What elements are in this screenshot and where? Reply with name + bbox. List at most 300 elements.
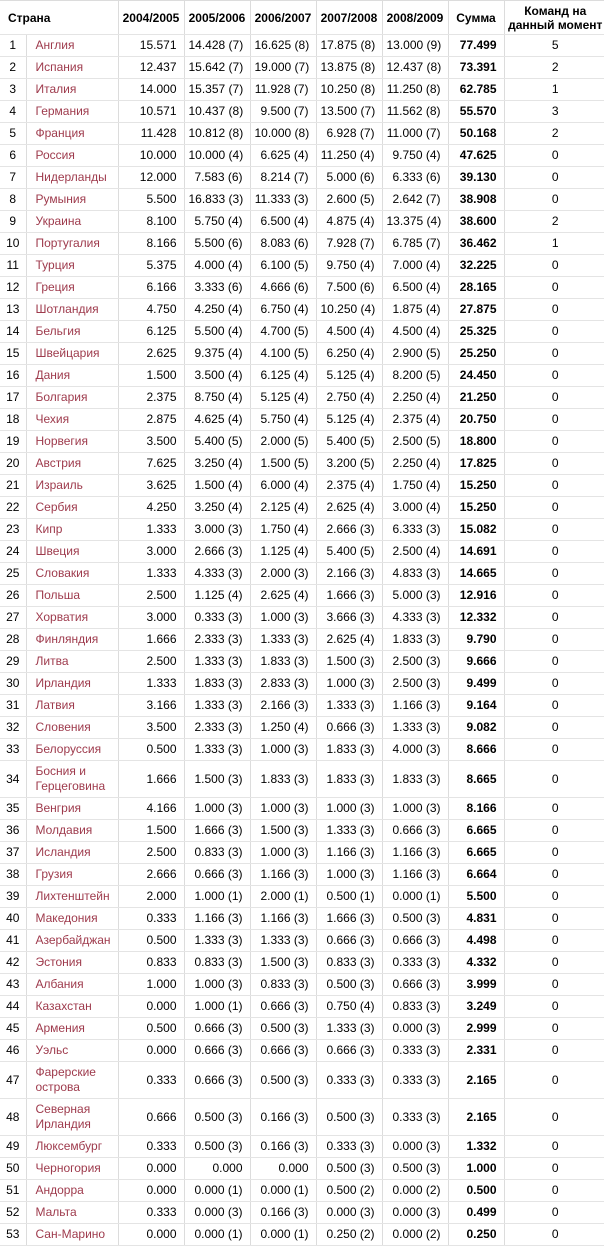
sum-cell: 3.999 bbox=[448, 974, 504, 996]
country-link[interactable]: Белоруссия bbox=[35, 742, 102, 756]
season-value-cell: 2.500 (4) bbox=[382, 541, 448, 563]
rank-cell: 38 bbox=[0, 864, 26, 886]
teams-count-cell: 0 bbox=[504, 343, 604, 365]
country-link[interactable]: Испания bbox=[35, 60, 84, 74]
country-link[interactable]: Албания bbox=[35, 977, 84, 991]
country-cell bbox=[26, 842, 118, 864]
teams-count-cell: 0 bbox=[504, 1040, 604, 1062]
teams-count-cell: 0 bbox=[504, 255, 604, 277]
country-cell bbox=[26, 908, 118, 930]
teams-count-cell: 2 bbox=[504, 57, 604, 79]
sum-cell: 6.665 bbox=[448, 842, 504, 864]
season-value-cell: 0.500 (3) bbox=[250, 1018, 316, 1040]
sum-cell: 24.450 bbox=[448, 365, 504, 387]
country-link[interactable]: Австрия bbox=[35, 456, 82, 470]
season-value-cell: 1.500 (3) bbox=[250, 952, 316, 974]
season-value-cell: 5.750 (4) bbox=[184, 211, 250, 233]
season-value-cell: 0.000 bbox=[118, 1224, 184, 1246]
season-value-cell: 1.333 bbox=[118, 563, 184, 585]
teams-count-cell: 1 bbox=[504, 79, 604, 101]
rank-cell: 19 bbox=[0, 431, 26, 453]
table-row bbox=[0, 629, 604, 651]
season-value-cell: 1.833 (3) bbox=[382, 761, 448, 798]
season-value-cell: 11.562 (8) bbox=[382, 101, 448, 123]
season-value-cell: 15.357 (7) bbox=[184, 79, 250, 101]
season-value-cell: 0.000 bbox=[118, 1040, 184, 1062]
season-value-cell: 2.375 (4) bbox=[382, 409, 448, 431]
teams-count-cell: 0 bbox=[504, 189, 604, 211]
season-value-cell: 15.571 bbox=[118, 35, 184, 57]
sum-cell: 14.665 bbox=[448, 563, 504, 585]
country-link[interactable]: Люксембург bbox=[35, 1139, 103, 1153]
rank-cell: 16 bbox=[0, 365, 26, 387]
season-value-cell: 1.500 (4) bbox=[184, 475, 250, 497]
sum-cell: 9.082 bbox=[448, 717, 504, 739]
country-link[interactable]: Казахстан bbox=[35, 999, 92, 1013]
rank-cell: 51 bbox=[0, 1180, 26, 1202]
season-value-cell: 1.000 (3) bbox=[382, 798, 448, 820]
season-value-cell: 4.700 (5) bbox=[250, 321, 316, 343]
country-cell bbox=[26, 299, 118, 321]
teams-count-cell: 0 bbox=[504, 299, 604, 321]
country-link[interactable]: Азербайджан bbox=[35, 933, 111, 947]
season-value-cell: 1.833 (3) bbox=[250, 761, 316, 798]
country-cell bbox=[26, 189, 118, 211]
season-value-cell: 2.833 (3) bbox=[250, 673, 316, 695]
sum-cell: 17.825 bbox=[448, 453, 504, 475]
country-link[interactable]: Мальта bbox=[35, 1205, 77, 1219]
season-value-cell: 2.000 (3) bbox=[250, 563, 316, 585]
season-value-cell: 0.333 (3) bbox=[382, 1062, 448, 1099]
country-link[interactable]: Швеция bbox=[35, 544, 80, 558]
country-link[interactable]: Литва bbox=[35, 654, 69, 668]
table-row bbox=[0, 365, 604, 387]
teams-count-cell: 0 bbox=[504, 798, 604, 820]
country-link[interactable]: Северная Ирландия bbox=[35, 1102, 91, 1131]
season-value-cell: 1.666 (3) bbox=[184, 820, 250, 842]
country-link[interactable]: Эстония bbox=[35, 955, 82, 969]
sum-cell: 25.250 bbox=[448, 343, 504, 365]
sum-cell: 9.499 bbox=[448, 673, 504, 695]
season-value-cell: 3.250 (4) bbox=[184, 497, 250, 519]
sum-cell: 0.250 bbox=[448, 1224, 504, 1246]
season-value-cell: 10.000 bbox=[118, 145, 184, 167]
season-value-cell: 1.333 (3) bbox=[382, 717, 448, 739]
country-link[interactable]: Румыния bbox=[35, 192, 87, 206]
table-row bbox=[0, 343, 604, 365]
season-value-cell: 10.250 (8) bbox=[316, 79, 382, 101]
season-value-cell: 0.500 (3) bbox=[250, 1062, 316, 1099]
season-value-cell: 0.666 (3) bbox=[184, 1062, 250, 1099]
country-link[interactable]: Израиль bbox=[35, 478, 83, 492]
sum-cell: 15.250 bbox=[448, 497, 504, 519]
sum-cell: 2.999 bbox=[448, 1018, 504, 1040]
rank-cell: 8 bbox=[0, 189, 26, 211]
season-value-cell: 4.750 bbox=[118, 299, 184, 321]
season-value-cell: 0.500 (3) bbox=[184, 1099, 250, 1136]
teams-count-cell: 3 bbox=[504, 101, 604, 123]
teams-count-cell: 0 bbox=[504, 607, 604, 629]
season-value-cell: 0.000 bbox=[118, 1180, 184, 1202]
table-row bbox=[0, 695, 604, 717]
rank-cell: 9 bbox=[0, 211, 26, 233]
season-value-cell: 1.500 (3) bbox=[184, 761, 250, 798]
teams-count-cell: 0 bbox=[504, 365, 604, 387]
season-value-cell: 0.500 (3) bbox=[316, 974, 382, 996]
country-cell bbox=[26, 365, 118, 387]
country-link[interactable]: Нидерланды bbox=[35, 170, 107, 184]
season-value-cell: 2.500 (3) bbox=[382, 651, 448, 673]
sum-cell: 62.785 bbox=[448, 79, 504, 101]
teams-count-cell: 0 bbox=[504, 387, 604, 409]
season-value-cell: 1.666 (3) bbox=[316, 908, 382, 930]
season-value-cell: 3.200 (5) bbox=[316, 453, 382, 475]
sum-cell: 21.250 bbox=[448, 387, 504, 409]
rank-cell: 6 bbox=[0, 145, 26, 167]
season-value-cell: 0.833 (3) bbox=[250, 974, 316, 996]
season-value-cell: 1.000 bbox=[118, 974, 184, 996]
rank-cell: 14 bbox=[0, 321, 26, 343]
season-value-cell: 3.166 bbox=[118, 695, 184, 717]
country-link[interactable]: Норвегия bbox=[35, 434, 89, 448]
season-value-cell: 0.500 (3) bbox=[382, 1158, 448, 1180]
country-cell bbox=[26, 717, 118, 739]
season-value-cell: 13.875 (8) bbox=[316, 57, 382, 79]
country-link[interactable]: Армения bbox=[35, 1021, 85, 1035]
season-value-cell: 3.000 (4) bbox=[382, 497, 448, 519]
country-link[interactable]: Франция bbox=[35, 126, 85, 140]
season-value-cell: 5.400 (5) bbox=[316, 431, 382, 453]
teams-count-cell: 0 bbox=[504, 431, 604, 453]
season-value-cell: 3.333 (6) bbox=[184, 277, 250, 299]
season-value-cell: 7.583 (6) bbox=[184, 167, 250, 189]
table-row bbox=[0, 952, 604, 974]
country-link[interactable]: Хорватия bbox=[35, 610, 89, 624]
table-row bbox=[0, 123, 604, 145]
country-link[interactable]: Молдавия bbox=[35, 823, 93, 837]
sum-cell: 5.500 bbox=[448, 886, 504, 908]
country-link[interactable]: Италия bbox=[35, 82, 77, 96]
country-link[interactable]: Украина bbox=[35, 214, 82, 228]
country-cell bbox=[26, 453, 118, 475]
rank-cell: 36 bbox=[0, 820, 26, 842]
season-value-cell: 4.833 (3) bbox=[382, 563, 448, 585]
country-link[interactable]: Словения bbox=[35, 720, 91, 734]
country-link[interactable]: Англия bbox=[35, 38, 75, 52]
country-cell bbox=[26, 1040, 118, 1062]
season-value-cell: 0.666 (3) bbox=[382, 974, 448, 996]
rank-cell: 40 bbox=[0, 908, 26, 930]
teams-count-cell: 0 bbox=[504, 519, 604, 541]
season-value-cell: 0.500 (3) bbox=[316, 1099, 382, 1136]
season-value-cell: 1.000 (1) bbox=[184, 886, 250, 908]
country-cell bbox=[26, 387, 118, 409]
header-season-2005-2006: 2005/2006 bbox=[184, 1, 250, 35]
table-row bbox=[0, 842, 604, 864]
country-link[interactable]: Исландия bbox=[35, 845, 91, 859]
sum-cell: 2.165 bbox=[448, 1099, 504, 1136]
rank-cell: 2 bbox=[0, 57, 26, 79]
country-link[interactable]: Сан-Марино bbox=[35, 1227, 106, 1241]
header-sum: Сумма bbox=[448, 1, 504, 35]
country-link[interactable]: Дания bbox=[35, 368, 71, 382]
season-value-cell: 9.750 (4) bbox=[382, 145, 448, 167]
season-value-cell: 4.500 (4) bbox=[316, 321, 382, 343]
table-row bbox=[0, 1099, 604, 1136]
country-link[interactable]: Македония bbox=[35, 911, 98, 925]
country-cell bbox=[26, 1018, 118, 1040]
country-link[interactable]: Ирландия bbox=[35, 676, 91, 690]
season-value-cell: 10.000 (8) bbox=[250, 123, 316, 145]
teams-count-cell: 0 bbox=[504, 1202, 604, 1224]
country-link[interactable]: Шотландия bbox=[35, 302, 99, 316]
country-link[interactable]: Сербия bbox=[35, 500, 78, 514]
country-link[interactable]: Венгрия bbox=[35, 801, 82, 815]
season-value-cell: 1.333 (3) bbox=[316, 820, 382, 842]
sum-cell: 32.225 bbox=[448, 255, 504, 277]
season-value-cell: 10.571 bbox=[118, 101, 184, 123]
season-value-cell: 1.833 (3) bbox=[382, 629, 448, 651]
rank-cell: 50 bbox=[0, 1158, 26, 1180]
season-value-cell: 15.642 (7) bbox=[184, 57, 250, 79]
table-row bbox=[0, 886, 604, 908]
season-value-cell: 1.125 (4) bbox=[184, 585, 250, 607]
season-value-cell: 0.333 (3) bbox=[184, 607, 250, 629]
country-link[interactable]: Турция bbox=[35, 258, 75, 272]
season-value-cell: 6.785 (7) bbox=[382, 233, 448, 255]
country-link[interactable]: Грузия bbox=[35, 867, 73, 881]
teams-count-cell: 0 bbox=[504, 1224, 604, 1246]
teams-count-cell: 0 bbox=[504, 820, 604, 842]
teams-count-cell: 0 bbox=[504, 167, 604, 189]
season-value-cell: 1.166 (3) bbox=[382, 695, 448, 717]
season-value-cell: 9.375 (4) bbox=[184, 343, 250, 365]
rank-cell: 39 bbox=[0, 886, 26, 908]
table-row bbox=[0, 717, 604, 739]
rank-cell: 15 bbox=[0, 343, 26, 365]
season-value-cell: 0.000 (3) bbox=[316, 1202, 382, 1224]
rank-cell: 37 bbox=[0, 842, 26, 864]
season-value-cell: 6.500 (4) bbox=[250, 211, 316, 233]
table-row bbox=[0, 673, 604, 695]
season-value-cell: 2.625 (4) bbox=[316, 497, 382, 519]
table-row bbox=[0, 189, 604, 211]
season-value-cell: 1.000 (3) bbox=[250, 607, 316, 629]
country-cell bbox=[26, 431, 118, 453]
season-value-cell: 5.125 (4) bbox=[316, 409, 382, 431]
season-value-cell: 14.428 (7) bbox=[184, 35, 250, 57]
teams-count-cell: 0 bbox=[504, 541, 604, 563]
season-value-cell: 0.333 (3) bbox=[316, 1136, 382, 1158]
rank-cell: 10 bbox=[0, 233, 26, 255]
table-row bbox=[0, 1180, 604, 1202]
table-row bbox=[0, 996, 604, 1018]
season-value-cell: 2.250 (4) bbox=[382, 453, 448, 475]
country-cell bbox=[26, 321, 118, 343]
country-cell bbox=[26, 167, 118, 189]
sum-cell: 25.325 bbox=[448, 321, 504, 343]
teams-count-cell: 0 bbox=[504, 1062, 604, 1099]
country-cell bbox=[26, 607, 118, 629]
table-row bbox=[0, 387, 604, 409]
country-link[interactable]: Словакия bbox=[35, 566, 90, 580]
country-link[interactable]: Андорра bbox=[35, 1183, 84, 1197]
season-value-cell: 7.500 (6) bbox=[316, 277, 382, 299]
season-value-cell: 1.875 (4) bbox=[382, 299, 448, 321]
season-value-cell: 0.500 (3) bbox=[316, 1158, 382, 1180]
season-value-cell: 6.928 (7) bbox=[316, 123, 382, 145]
season-value-cell: 4.333 (3) bbox=[382, 607, 448, 629]
table-row bbox=[0, 1040, 604, 1062]
season-value-cell: 1.833 (3) bbox=[250, 651, 316, 673]
table-row bbox=[0, 607, 604, 629]
season-value-cell: 1.000 (3) bbox=[250, 739, 316, 761]
season-value-cell: 11.000 (7) bbox=[382, 123, 448, 145]
header-season-2007-2008: 2007/2008 bbox=[316, 1, 382, 35]
country-cell bbox=[26, 974, 118, 996]
season-value-cell: 17.875 (8) bbox=[316, 35, 382, 57]
sum-cell: 39.130 bbox=[448, 167, 504, 189]
table-row bbox=[0, 145, 604, 167]
season-value-cell: 1.000 (3) bbox=[250, 842, 316, 864]
season-value-cell: 2.000 bbox=[118, 886, 184, 908]
season-value-cell: 1.000 (3) bbox=[316, 864, 382, 886]
rank-cell: 44 bbox=[0, 996, 26, 1018]
season-value-cell: 12.437 bbox=[118, 57, 184, 79]
country-link[interactable]: Швейцария bbox=[35, 346, 100, 360]
season-value-cell: 5.500 (6) bbox=[184, 233, 250, 255]
sum-cell: 15.250 bbox=[448, 475, 504, 497]
season-value-cell: 10.437 (8) bbox=[184, 101, 250, 123]
season-value-cell: 11.928 (7) bbox=[250, 79, 316, 101]
season-value-cell: 10.812 (8) bbox=[184, 123, 250, 145]
rank-cell: 26 bbox=[0, 585, 26, 607]
season-value-cell: 6.125 (4) bbox=[250, 365, 316, 387]
season-value-cell: 1.500 (3) bbox=[250, 820, 316, 842]
country-link[interactable]: Уэльс bbox=[35, 1043, 69, 1057]
country-cell bbox=[26, 79, 118, 101]
sum-cell: 6.665 bbox=[448, 820, 504, 842]
season-value-cell: 0.666 (3) bbox=[184, 1018, 250, 1040]
country-link[interactable]: Болгария bbox=[35, 390, 88, 404]
season-value-cell: 0.000 bbox=[118, 1158, 184, 1180]
season-value-cell: 1.166 (3) bbox=[184, 908, 250, 930]
country-cell bbox=[26, 519, 118, 541]
season-value-cell: 0.666 (3) bbox=[250, 1040, 316, 1062]
teams-count-cell: 0 bbox=[504, 974, 604, 996]
country-link[interactable]: Черногория bbox=[35, 1161, 101, 1175]
country-cell bbox=[26, 497, 118, 519]
country-cell bbox=[26, 475, 118, 497]
country-link[interactable]: Финляндия bbox=[35, 632, 99, 646]
teams-count-cell: 0 bbox=[504, 651, 604, 673]
sum-cell: 4.332 bbox=[448, 952, 504, 974]
season-value-cell: 1.000 (3) bbox=[316, 798, 382, 820]
season-value-cell: 0.333 bbox=[118, 908, 184, 930]
season-value-cell: 6.333 (3) bbox=[382, 519, 448, 541]
sum-cell: 0.500 bbox=[448, 1180, 504, 1202]
season-value-cell: 16.625 (8) bbox=[250, 35, 316, 57]
season-value-cell: 4.000 (3) bbox=[382, 739, 448, 761]
season-value-cell: 4.100 (5) bbox=[250, 343, 316, 365]
country-link[interactable]: Босния и Герцеговина bbox=[35, 764, 106, 793]
country-link[interactable]: Германия bbox=[35, 104, 90, 118]
rank-cell: 7 bbox=[0, 167, 26, 189]
season-value-cell: 6.000 (4) bbox=[250, 475, 316, 497]
season-value-cell: 14.000 bbox=[118, 79, 184, 101]
teams-count-cell: 0 bbox=[504, 497, 604, 519]
country-link[interactable]: Фарерские острова bbox=[35, 1065, 96, 1094]
country-cell bbox=[26, 123, 118, 145]
season-value-cell: 3.500 (4) bbox=[184, 365, 250, 387]
rank-cell: 49 bbox=[0, 1136, 26, 1158]
table-row bbox=[0, 409, 604, 431]
season-value-cell: 4.250 bbox=[118, 497, 184, 519]
season-value-cell: 0.833 bbox=[118, 952, 184, 974]
teams-count-cell: 0 bbox=[504, 996, 604, 1018]
table-row bbox=[0, 1202, 604, 1224]
sum-cell: 15.082 bbox=[448, 519, 504, 541]
season-value-cell: 2.375 bbox=[118, 387, 184, 409]
season-value-cell: 1.166 (3) bbox=[250, 864, 316, 886]
rank-cell: 29 bbox=[0, 651, 26, 673]
season-value-cell: 2.500 (3) bbox=[382, 673, 448, 695]
country-link[interactable]: Россия bbox=[35, 148, 75, 162]
season-value-cell: 8.214 (7) bbox=[250, 167, 316, 189]
table-row bbox=[0, 798, 604, 820]
table-header bbox=[0, 1, 604, 35]
table-row bbox=[0, 908, 604, 930]
teams-count-cell: 0 bbox=[504, 739, 604, 761]
season-value-cell: 1.166 (3) bbox=[316, 842, 382, 864]
country-link[interactable]: Греция bbox=[35, 280, 75, 294]
season-value-cell: 6.500 (4) bbox=[382, 277, 448, 299]
rank-cell: 11 bbox=[0, 255, 26, 277]
season-value-cell: 4.875 (4) bbox=[316, 211, 382, 233]
season-value-cell: 3.000 bbox=[118, 541, 184, 563]
rank-cell: 13 bbox=[0, 299, 26, 321]
country-link[interactable]: Польша bbox=[35, 588, 81, 602]
season-value-cell: 2.500 bbox=[118, 585, 184, 607]
teams-count-cell: 0 bbox=[504, 321, 604, 343]
season-value-cell: 1.333 bbox=[118, 673, 184, 695]
rank-cell: 43 bbox=[0, 974, 26, 996]
teams-count-cell: 0 bbox=[504, 908, 604, 930]
sum-cell: 9.790 bbox=[448, 629, 504, 651]
season-value-cell: 3.666 (3) bbox=[316, 607, 382, 629]
rank-cell: 33 bbox=[0, 739, 26, 761]
season-value-cell: 2.166 (3) bbox=[250, 695, 316, 717]
country-link[interactable]: Чехия bbox=[35, 412, 70, 426]
country-link[interactable]: Португалия bbox=[35, 236, 100, 250]
country-cell bbox=[26, 101, 118, 123]
country-link[interactable]: Кипр bbox=[35, 522, 63, 536]
season-value-cell: 10.000 (4) bbox=[184, 145, 250, 167]
season-value-cell: 1.166 (3) bbox=[382, 864, 448, 886]
table-row bbox=[0, 1062, 604, 1099]
season-value-cell: 0.333 (3) bbox=[382, 1040, 448, 1062]
country-link[interactable]: Бельгия bbox=[35, 324, 81, 338]
season-value-cell: 0.500 (2) bbox=[316, 1180, 382, 1202]
season-value-cell: 8.200 (5) bbox=[382, 365, 448, 387]
rank-cell: 24 bbox=[0, 541, 26, 563]
season-value-cell: 0.833 (3) bbox=[382, 996, 448, 1018]
season-value-cell: 0.000 (1) bbox=[250, 1224, 316, 1246]
country-link[interactable]: Лихтенштейн bbox=[35, 889, 110, 903]
season-value-cell: 0.500 bbox=[118, 739, 184, 761]
country-link[interactable]: Латвия bbox=[35, 698, 75, 712]
country-cell bbox=[26, 541, 118, 563]
